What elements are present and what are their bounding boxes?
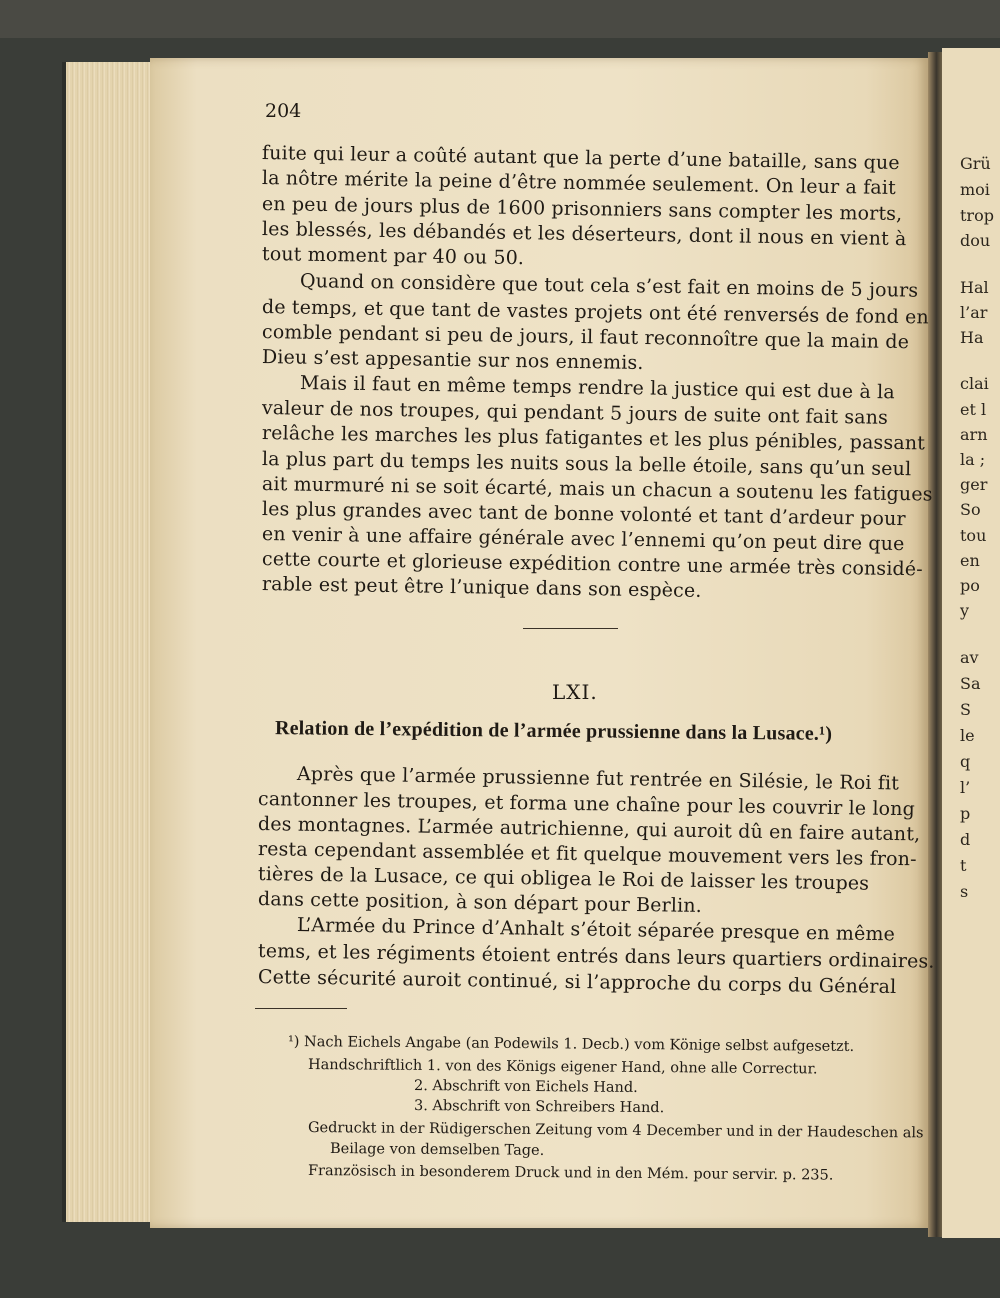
body-line: L’Armée du Prince d’Anhalt s’étoit séparée presque en même xyxy=(296,914,896,946)
body-line: resta cependant assemblée et fit quelque mouvement vers les fron- xyxy=(257,838,917,871)
footnote-line: Gedruckt in der Rüdigerschen Zeitung vom 4 December und in der Haudeschen als xyxy=(307,1120,924,1142)
body-line: Quand on considère que tout cela s’est fait en moins de 5 jours xyxy=(299,270,919,302)
next-page-fragment: en xyxy=(960,551,980,570)
next-page-fragment: l’ar xyxy=(960,303,988,322)
next-page-fragment: Sa xyxy=(960,674,981,693)
body-line: les plus grandes avec tant de bonne volonté et tant d’ardeur pour xyxy=(261,498,906,531)
next-page-fragment: la ; xyxy=(960,450,986,469)
next-page-fragment: d xyxy=(960,830,971,849)
body-line: comble pendant si peu de jours, il faut reconnoître que la main de xyxy=(261,321,910,354)
footnote-line: 3. Abschrift von Schreibers Hand. xyxy=(413,1098,665,1117)
next-page-fragment: tou xyxy=(960,526,987,545)
next-page xyxy=(942,48,1000,1238)
book-gutter xyxy=(928,52,942,1237)
next-page-fragment: l’ xyxy=(960,778,971,797)
body-line: cantonner les troupes, et forma une chaîne pour les couvrir le long xyxy=(257,788,916,821)
footnote-line: ¹) Nach Eichels Angabe (an Podewils 1. Decb.) vom Könige selbst aufgesetzt. xyxy=(287,1034,855,1055)
next-page-fragment: p xyxy=(960,804,971,823)
next-page-fragment: q xyxy=(960,752,971,771)
next-page-fragment: ger xyxy=(960,475,988,494)
body-line: cette courte et glorieuse expédition contre une armée très considé- xyxy=(261,548,923,581)
body-line: Après que l’armée prussienne fut rentrée en Silésie, le Roi fit xyxy=(296,763,900,795)
body-line: la plus part du temps les nuits sous la belle étoile, sans qu’un seul xyxy=(261,448,912,481)
next-page-fragment: trop xyxy=(960,206,994,225)
body-line: valeur de nos troupes, qui pendant 5 jours de suite ont fait sans xyxy=(261,397,889,429)
body-line: Mais il faut en même temps rendre la justice qui est due à la xyxy=(299,372,895,404)
body-line: la nôtre mérite la peine d’être nommée seulement. On leur a fait xyxy=(261,167,897,199)
footnote-rule xyxy=(255,1008,347,1009)
next-page-fragment: po xyxy=(960,576,980,595)
next-page-fragment: y xyxy=(960,601,970,620)
body-line: des montagnes. L’armée autrichienne, qui auroit dû en faire autant, xyxy=(257,813,921,846)
next-page-fragment: Hal xyxy=(960,278,989,297)
chapter-title: Relation de l’expédition de l’armée prussienne dans la Lusace.¹) xyxy=(274,717,833,745)
body-line: dans cette position, à son départ pour Berlin. xyxy=(257,888,703,917)
next-page-fragment: t xyxy=(960,856,967,875)
body-line: Cette sécurité auroit continué, si l’approche du corps du Général xyxy=(257,966,897,999)
body-line: fuite qui leur a coûté autant que la perte d’une bataille, sans que xyxy=(261,142,900,175)
next-page-fragment: dou xyxy=(960,231,991,250)
body-line: Dieu s’est appesantie sur nos ennemis. xyxy=(261,346,644,374)
next-page-fragment: av xyxy=(960,648,979,667)
body-line: en peu de jours plus de 1600 prisonniers sans compter les morts, xyxy=(261,193,903,226)
footnote-line: Beilage von demselben Tage. xyxy=(329,1141,545,1159)
body-line: rable est peut être l’unique dans son espèce. xyxy=(261,573,702,602)
next-page-fragment: moi xyxy=(960,180,990,199)
body-line: relâche les marches les plus fatigantes et les plus pénibles, passant xyxy=(261,422,926,455)
section-divider xyxy=(523,628,618,629)
page-number: 204 xyxy=(265,100,302,122)
footnote-line: Französisch in besonderem Druck und in den Mém. pour servir. p. 235. xyxy=(307,1163,834,1184)
next-page-fragment: s xyxy=(960,882,969,901)
next-page-fragment: clai xyxy=(960,374,989,393)
chapter-number: LXI. xyxy=(552,680,598,704)
next-page-fragment: et l xyxy=(960,400,987,419)
next-page-fragment: So xyxy=(960,500,981,519)
body-line: en venir à une affaire générale avec l’ennemi qu’on peut dire que xyxy=(261,523,905,556)
body-line: tout moment par 40 ou 50. xyxy=(261,243,525,270)
next-page-fragment: Grü xyxy=(960,154,991,173)
body-line: tems, et les régiments étoient entrés dans leurs quartiers ordinaires. xyxy=(257,940,935,973)
next-page-fragment: Ha xyxy=(960,328,984,347)
next-page-fragment: le xyxy=(960,726,975,745)
next-page-fragment: arn xyxy=(960,425,988,444)
body-line: ait murmuré ni se soit écarté, mais un chacun a soutenu les fatigues xyxy=(261,473,933,506)
body-line: tières de la Lusace, ce qui obligea le Roi de laisser les troupes xyxy=(257,863,870,895)
footnote-line: 2. Abschrift von Eichels Hand. xyxy=(413,1078,638,1096)
next-page-fragment: S xyxy=(960,700,971,719)
body-line: les blessés, les débandés et les déserteurs, dont il nous en vient à xyxy=(261,218,907,251)
body-line: de temps, et que tant de vastes projets ont été renversés de fond en xyxy=(261,296,930,329)
footnote-line: Handschriftlich 1. von des Königs eigener Hand, ohne alle Correctur. xyxy=(307,1057,818,1078)
